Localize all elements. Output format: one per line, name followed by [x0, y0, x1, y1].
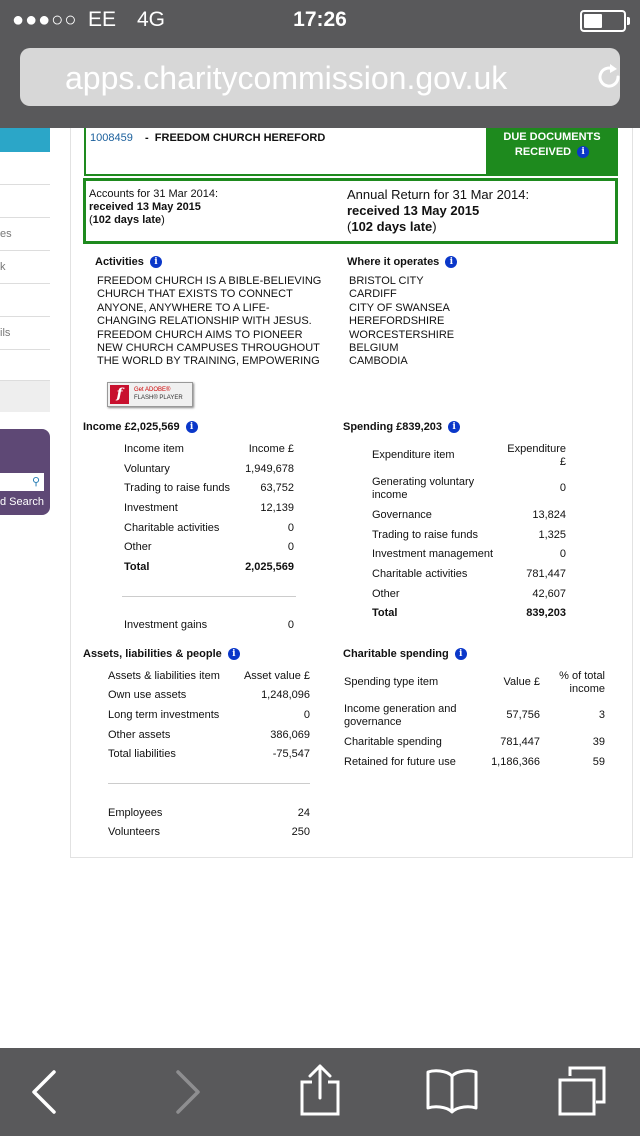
- income-col-value: Income £: [248, 443, 294, 455]
- table-cell: 42,607: [532, 588, 566, 600]
- assets-col-item: Assets & liabilities item: [108, 670, 220, 682]
- table-cell: 12,139: [260, 502, 294, 514]
- info-icon[interactable]: i: [577, 146, 589, 158]
- sidebar-header: [0, 128, 50, 152]
- cs-col-value: Value £: [503, 676, 540, 688]
- table-cell: Retained for future use: [344, 756, 456, 768]
- table-cell: Trading to raise funds: [372, 529, 478, 541]
- cs-col-pct: % of total income: [559, 670, 605, 695]
- spending-col-item: Expenditure item: [372, 449, 455, 461]
- info-icon[interactable]: i: [228, 648, 240, 660]
- table-cell: 781,447: [526, 568, 566, 580]
- assets-heading: Assets, liabilities & people i: [83, 648, 240, 660]
- volunteers-value: 250: [291, 826, 310, 838]
- table-cell: Charitable activities: [124, 522, 220, 534]
- info-icon[interactable]: i: [445, 256, 457, 268]
- table-cell: 386,069: [270, 729, 310, 741]
- flash-logo-icon: f: [110, 385, 129, 404]
- cs-col-item: Spending type item: [344, 676, 439, 688]
- table-cell: 0: [287, 541, 294, 553]
- income-col-item: Income item: [124, 443, 184, 455]
- spending-col-value: Expenditure £: [507, 443, 566, 468]
- sidebar-item[interactable]: k: [0, 251, 50, 284]
- table-cell: Charitable activities: [372, 568, 468, 580]
- sidebar-item[interactable]: [0, 284, 50, 317]
- annual-return-received: received 13 May 2015: [347, 203, 480, 218]
- table-cell: Own use assets: [108, 689, 187, 701]
- get-flash-player-button[interactable]: [107, 382, 193, 407]
- info-icon[interactable]: i: [448, 421, 460, 433]
- table-cell: 1,949,678: [245, 463, 294, 475]
- info-icon[interactable]: i: [455, 648, 467, 660]
- table-cell: 1,186,366: [491, 756, 540, 768]
- income-total-label: Total: [124, 561, 150, 573]
- back-chevron-icon[interactable]: [28, 1068, 62, 1116]
- activities-text: FREEDOM CHURCH IS A BIBLE-BELIEVING CHURCH THAT EXISTS TO CONNECT ANYONE, ANYWHERE TO A LIFE- CHANGING RELATIONSHIP WITH JESUS. FREEDOM CHURCH AIMS TO PIONEER NEW CHURCH CAMPUSES THROUGHOUT THE WORLD BY TRAINING, EMPOWERING: [97, 275, 322, 368]
- sidebar-item[interactable]: [0, 152, 50, 185]
- table-cell: Voluntary: [124, 463, 170, 475]
- table-cell: 0: [559, 482, 566, 494]
- accounts-label: Accounts for 31 Mar 2014:: [89, 188, 219, 200]
- table-cell: Charitable spending: [344, 736, 442, 748]
- divider: [108, 783, 310, 784]
- table-cell: 3: [598, 709, 605, 721]
- table-cell: -75,547: [272, 748, 310, 760]
- browser-toolbar: [0, 1048, 640, 1136]
- flash-label-1: Get ADOBE®: [134, 387, 171, 393]
- sidebar-item[interactable]: ils: [0, 317, 50, 350]
- spending-total-value: 839,203: [526, 607, 566, 619]
- table-cell: Investment: [124, 502, 178, 514]
- table-cell: Generating voluntary income: [372, 476, 475, 501]
- employees-label: Employees: [108, 807, 163, 819]
- info-icon[interactable]: i: [186, 421, 198, 433]
- tabs-icon[interactable]: [556, 1064, 612, 1118]
- flash-label-2: FLASH® PLAYER: [134, 395, 183, 401]
- table-cell: Other: [372, 588, 400, 600]
- due-documents-status: [486, 128, 618, 176]
- investment-gains-value: 0: [287, 619, 294, 631]
- where-it-operates-heading: Where it operates i: [347, 256, 457, 268]
- carrier-label: EE: [88, 8, 117, 31]
- signal-strength-icon: ●●●○○: [12, 9, 78, 31]
- investment-gains-label: Investment gains: [124, 619, 208, 631]
- table-cell: 63,752: [260, 482, 294, 494]
- address-bar[interactable]: [20, 48, 620, 106]
- table-cell: 59: [592, 756, 605, 768]
- income-heading: Income £2,025,569 i: [83, 421, 198, 433]
- sidebar-nav: [0, 152, 50, 350]
- divider: [122, 596, 296, 597]
- table-cell: 1,325: [538, 529, 566, 541]
- due-status-line1: DUE DOCUMENTS: [503, 131, 601, 143]
- volunteers-label: Volunteers: [108, 826, 160, 838]
- table-cell: 0: [559, 548, 566, 560]
- table-cell: 0: [303, 709, 310, 721]
- table-cell: Other: [124, 541, 152, 553]
- battery-icon: [580, 10, 626, 32]
- table-cell: Trading to raise funds: [124, 482, 230, 494]
- search-input[interactable]: [0, 473, 44, 491]
- network-label: 4G: [137, 8, 166, 31]
- charity-name-text: FREEDOM CHURCH HEREFORD: [154, 132, 326, 144]
- table-cell: Other assets: [108, 729, 171, 741]
- assets-col-value: Asset value £: [243, 670, 310, 682]
- charity-number[interactable]: 1008459: [90, 132, 133, 144]
- url-text: apps.charitycommission.gov.uk: [65, 60, 508, 96]
- status-bar: [0, 0, 640, 40]
- spending-total-label: Total: [372, 607, 398, 619]
- reload-icon[interactable]: [594, 62, 624, 92]
- accounts-late: (102 days late): [89, 214, 165, 226]
- accounts-status: [89, 188, 218, 227]
- table-cell: Governance: [372, 509, 432, 521]
- table-cell: 39: [592, 736, 605, 748]
- sidebar-item[interactable]: es: [0, 218, 50, 251]
- due-status-line2: [486, 145, 618, 160]
- table-cell: 781,447: [500, 736, 540, 748]
- advanced-search-link[interactable]: d Search: [0, 496, 45, 508]
- accounts-received: received 13 May 2015: [89, 201, 201, 213]
- table-cell: Long term investments: [108, 709, 220, 721]
- table-cell: 1,248,096: [261, 689, 310, 701]
- browser-chrome: [0, 40, 640, 128]
- sidebar-footer: [0, 380, 50, 412]
- clock: 17:26: [293, 8, 347, 31]
- spending-heading: Spending £839,203 i: [343, 421, 460, 433]
- annual-return-late: (102 days late): [347, 219, 437, 234]
- table-cell: Income generation and governance: [344, 703, 457, 728]
- table-cell: 13,824: [532, 509, 566, 521]
- charity-name: [145, 132, 325, 144]
- forward-chevron-icon[interactable]: [170, 1068, 204, 1116]
- bookmarks-icon[interactable]: [424, 1066, 480, 1114]
- info-icon[interactable]: i: [150, 256, 162, 268]
- separator: -: [145, 132, 149, 144]
- search-icon[interactable]: ⚲: [31, 476, 40, 488]
- table-cell: 57,756: [506, 709, 540, 721]
- charitable-spending-heading: Charitable spending i: [343, 648, 467, 660]
- activities-heading: Activities i: [95, 256, 162, 268]
- employees-value: 24: [297, 807, 310, 819]
- table-cell: Total liabilities: [108, 748, 176, 760]
- table-cell: 0: [287, 522, 294, 534]
- annual-return-label: Annual Return for 31 Mar 2014:: [347, 187, 530, 202]
- share-icon[interactable]: [298, 1062, 342, 1118]
- income-total-value: 2,025,569: [245, 561, 294, 573]
- where-it-operates-list: BRISTOL CITY CARDIFF CITY OF SWANSEA HEREFORDSHIRE WORCESTERSHIRE BELGIUM CAMBODIA: [349, 275, 455, 368]
- sidebar-item[interactable]: [0, 185, 50, 218]
- due-status-text: RECEIVED: [514, 146, 572, 158]
- annual-return-status: [347, 187, 529, 235]
- table-cell: Investment management: [372, 548, 494, 560]
